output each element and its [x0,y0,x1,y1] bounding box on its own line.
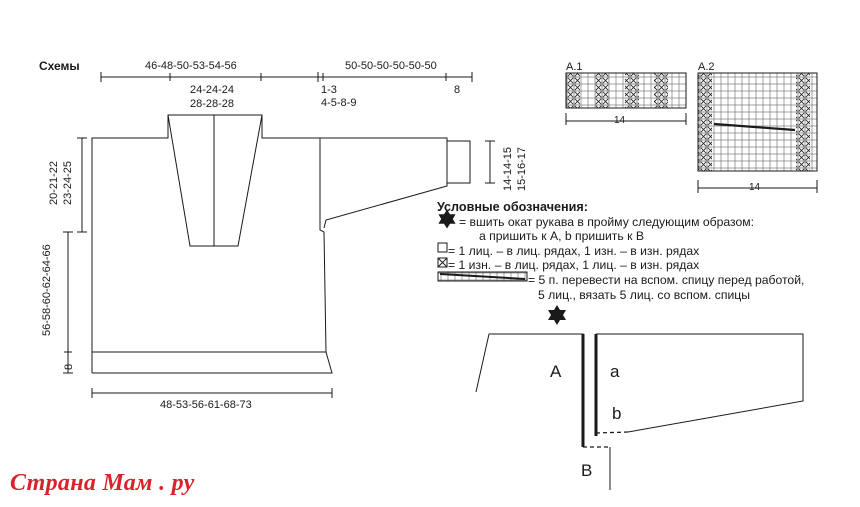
cuff-width-label-a: 14-14-15 [502,146,514,191]
assembly-label-A: A [550,362,562,381]
legend [437,200,837,302]
rib-length-label: 8 [63,363,75,370]
legend-empty-box: = 1 лиц. – в лиц. рядах, 1 изн. – в изн. рядах [448,243,700,258]
sleeve-length-label: 50-50-50-50-50-50 [345,60,437,72]
site-watermark: Страна Мам . ру [10,470,195,496]
legend-cable-line1: = 5 п. перевести на вспом. спицу перед работой, [528,272,805,287]
legend-cross-box: = 1 изн. – в лиц. рядах, 1 лиц. – в изн. рядах [448,258,700,273]
body-width-label: 46-48-50-53-54-56 [145,60,237,72]
sleeve-inc-b-label: 4-5-8-9 [321,97,357,109]
star-icon [548,305,566,325]
assembly-diagram [476,334,803,490]
chart-a1 [566,73,686,108]
cuff-width-label-b: 15-16-17 [516,146,528,191]
chart-a2 [698,73,817,171]
cuff-dimension [485,141,495,183]
neck-depth-label: 28-28-28 [190,98,235,110]
legend-star-line1: = вшить окат рукава в пройму следующим образом: [459,214,755,229]
side-length-label-b: 23-24-25 [62,160,74,205]
assembly-label-b: b [612,404,622,423]
bottom-width-label: 48-53-56-61-68-73 [160,399,252,411]
legend-star-line2: а пришить к А, b пришить к В [479,229,644,244]
sleeve-inc-a-label: 1-3 [321,84,337,96]
sweater-body-outline [92,115,332,373]
legend-title: Условные обозначения: [437,200,588,214]
total-length-dimension [63,232,73,373]
chart-a1-width-dimension [566,113,686,125]
bottom-width-dimension [92,388,332,398]
body-width-dimension [101,72,318,82]
total-length-label: 56-58-60-62-64-66 [41,244,53,336]
chart-a2-title: A.2 [698,61,715,73]
chart-a1-width-label: 14 [614,115,626,126]
side-length-label-a: 20-21-22 [48,160,60,205]
chart-a2-width-label: 14 [749,182,761,193]
legend-cable-line2: 5 лиц., вязать 5 лиц. со вспом. спицы [538,287,751,302]
chart-a1-title: A.1 [566,61,583,73]
page-title: Схемы [39,59,80,73]
neck-width-label: 24-24-24 [190,84,235,96]
sleeve-length-dimension [318,72,472,82]
assembly-label-B: B [581,461,593,480]
sleeve-cuff-length-label: 8 [454,84,461,96]
side-dimension [77,138,87,232]
assembly-label-a: a [610,362,620,381]
